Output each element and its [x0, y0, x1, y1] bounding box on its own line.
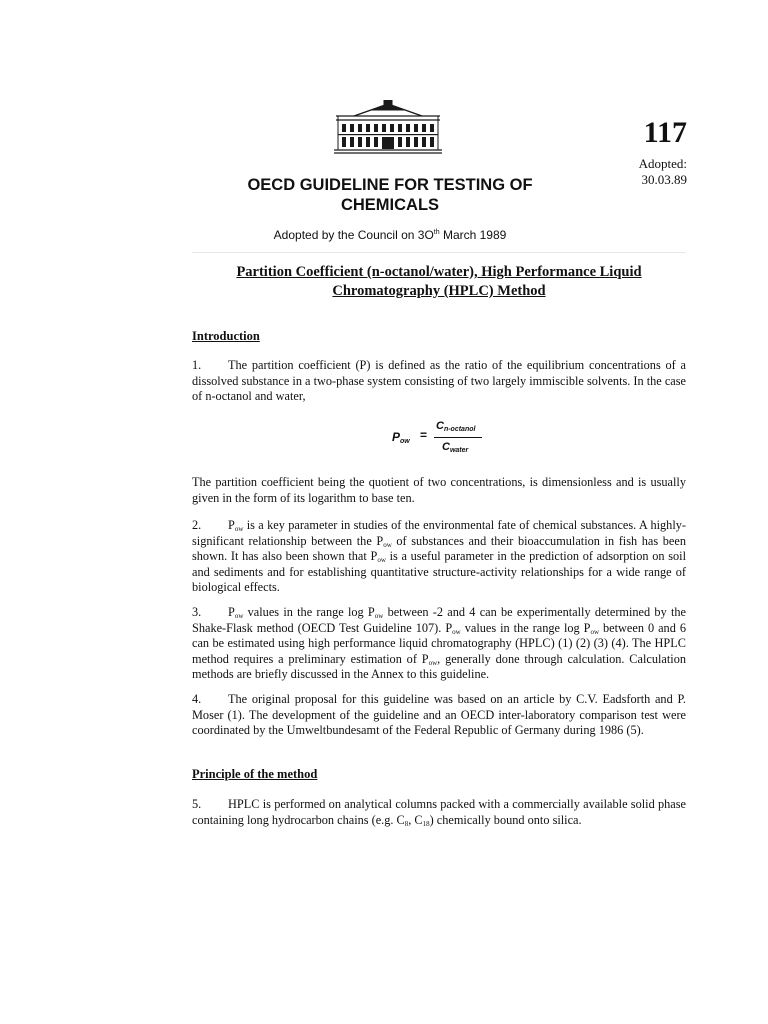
text-run: values in the range log P — [460, 620, 591, 635]
adopted-label: Adopted: — [638, 156, 687, 171]
text-run: P — [228, 518, 235, 532]
council-superscript: th — [433, 229, 440, 236]
paragraph-number: 5. — [192, 797, 202, 811]
formula-lhs-symbol: P — [392, 430, 401, 444]
section-heading-principle: Principle of the method — [192, 767, 318, 781]
formula-numerator-symbol: C — [436, 420, 444, 432]
document-title-line1: Partition Coefficient (n-octanol/water), High Performance Liquid — [236, 264, 642, 280]
subscript: ow — [234, 612, 244, 620]
paragraph-number: 4. — [192, 692, 202, 706]
text-run: between 0 and 6 can be estimated using high performance liquid chromatography (HPLC) (1) (2) (3) (4). The HPLC method requires a preliminary estimation of P — [192, 620, 686, 666]
council-suffix: March 1989 — [439, 228, 507, 242]
subscript: ow — [590, 627, 600, 636]
subscript: ow — [377, 556, 386, 564]
subscript: 18 — [422, 819, 430, 828]
formula-lhs — [392, 430, 410, 444]
paragraph-4 — [192, 692, 686, 739]
subscript: ow — [234, 525, 244, 533]
guideline-title-line2: CHEMICALS — [340, 196, 440, 214]
text-run: P — [228, 605, 235, 619]
text-run: values in the range log P — [243, 605, 375, 619]
council-prefix: Adopted by the Council on 3O — [273, 228, 434, 242]
partition-coefficient-formula — [392, 420, 492, 460]
formula-denominator — [442, 441, 468, 453]
council-adoption-line — [190, 228, 590, 242]
formula-equals: = — [420, 428, 428, 442]
paragraph-5 — [192, 797, 686, 828]
document-title-line2: Chromatography (HPLC) Method — [332, 283, 546, 299]
text-run: is a useful parameter in the prediction of adsorption on soil and sediments and for establishing quantitative structure-activity relationships for a wide range of biological effects. — [192, 549, 686, 594]
paragraph-3 — [192, 605, 686, 683]
subscript: ow — [383, 540, 392, 549]
text-run: , generally done through calculation. Calculation methods are briefly discussed in the Annex to this guideline. — [192, 651, 686, 681]
divider — [192, 252, 686, 253]
document-title — [190, 263, 688, 301]
paragraph-1 — [192, 358, 686, 405]
formula-denominator-subscript: water — [449, 447, 469, 454]
guideline-title-line1: OECD GUIDELINE FOR TESTING OF — [247, 176, 533, 194]
paragraph-2 — [192, 518, 686, 596]
section-heading-introduction: Introduction — [192, 329, 260, 343]
paragraph-1-continued: The partition coefficient being the quotient of two concentrations, is dimensionless and is usually given in the form of its logarithm to base ten. — [192, 475, 686, 505]
text-run: between -2 and 4 can be experimentally determined by the Shake-Flask method (OECD Test Guideline 107). P — [192, 605, 686, 635]
text-run: of substances and their bioaccumulation in fish has been shown. It has also been shown that P — [192, 533, 686, 563]
subscript: ow — [452, 627, 461, 636]
formula-denominator-symbol: C — [442, 441, 450, 453]
formula-numerator-subscript: n-octanol — [443, 426, 476, 433]
formula-lhs-subscript: ow — [400, 438, 410, 445]
text-run: ) chemically bound onto silica. — [429, 812, 582, 827]
text-run: is a key parameter in studies of the environmental fate of chemical substances. A highly-significant relationship between the P — [192, 518, 686, 548]
fraction-bar — [434, 437, 482, 438]
paragraph-text: The original proposal for this guideline was based on an article by C.V. Eadsforth and P. Moser (1). The development of the guideline and an OECD inter-laboratory comparison test were coordinated by the Umweltbundesamt of the Federal Republic of Germany during 1986 (5). — [192, 692, 686, 737]
text-run: HPLC is performed on analytical columns packed with a commercially available solid phase containing long hydrocarbon chains (e.g. C — [192, 797, 686, 827]
text-run: , C — [408, 812, 423, 827]
adopted-date: 30.03.89 — [641, 172, 687, 187]
paragraph-number: 1. — [192, 358, 202, 372]
subscript: ow — [428, 658, 438, 667]
paragraph-number: 2. — [192, 518, 202, 532]
formula-numerator — [436, 420, 475, 432]
document-number: 117 — [643, 116, 687, 149]
oecd-building-logo — [332, 100, 444, 156]
subscript: ow — [374, 612, 384, 620]
paragraph-text: The partition coefficient (P) is defined as the ratio of the equilibrium concentrations of a dissolved substance in a two-phase system consisting of two largely immiscible solvents. In the case of n-octanol and water, — [192, 358, 686, 403]
guideline-title — [190, 175, 590, 215]
paragraph-number: 3. — [192, 605, 202, 619]
subscript: 8 — [404, 819, 409, 828]
adopted-block — [600, 156, 687, 188]
